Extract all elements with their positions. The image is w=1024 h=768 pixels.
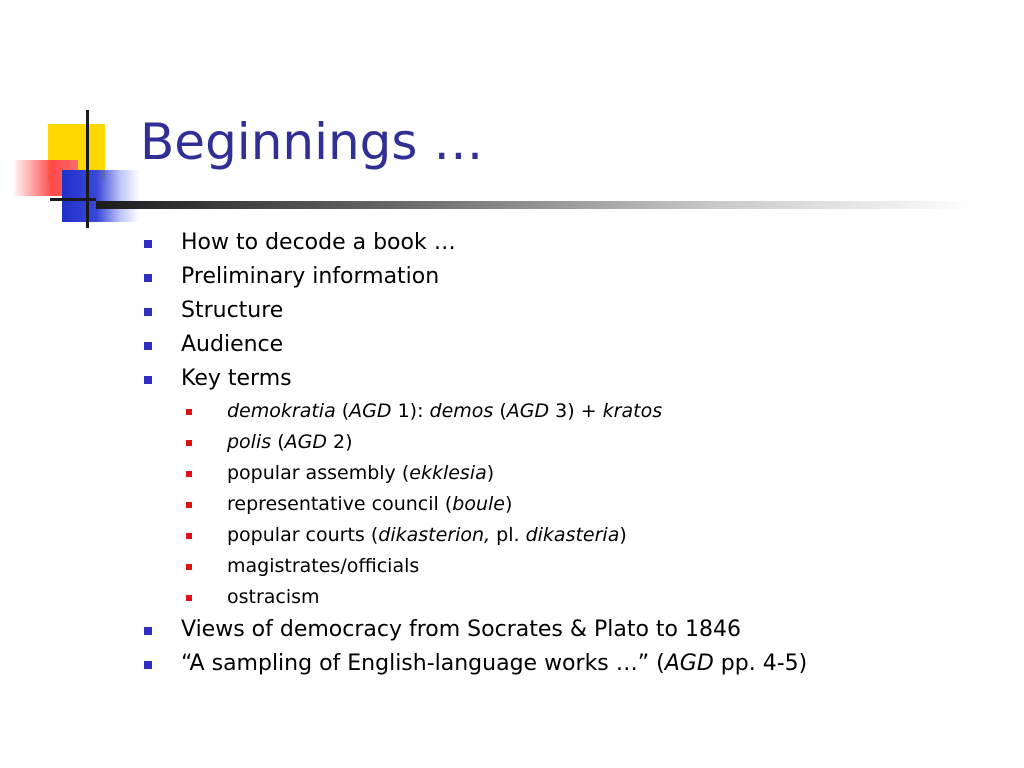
agd-ref: AGD	[506, 400, 550, 422]
square-bullet-icon	[186, 533, 192, 539]
ref-number: 2)	[326, 431, 353, 453]
sub-bullet-courts	[186, 520, 1000, 551]
logo-blue-square	[62, 170, 140, 222]
term-demokratia: demokratia	[227, 400, 336, 422]
square-bullet-icon	[144, 661, 152, 669]
square-bullet-icon	[186, 471, 192, 477]
term-boule: boule	[452, 493, 505, 515]
square-bullet-icon	[186, 564, 192, 570]
bullet-text: “A sampling of English-language works …” (	[181, 651, 665, 676]
bullet-text: Key terms	[181, 366, 292, 391]
slide-body	[140, 226, 1000, 681]
bullet-text: Preliminary information	[181, 264, 440, 289]
bullet-item	[140, 260, 1000, 294]
paren-close: )	[619, 524, 627, 546]
term-kratos: kratos	[602, 400, 663, 422]
sub-bullet-text: popular assembly (	[227, 462, 410, 484]
paren-text: (	[493, 400, 507, 422]
slide-title: Beginnings …	[140, 113, 484, 171]
term-polis: polis	[227, 431, 272, 453]
square-bullet-icon	[144, 627, 152, 635]
paren-close: )	[486, 462, 495, 484]
square-bullet-icon	[144, 376, 152, 384]
square-bullet-icon	[186, 409, 192, 415]
bullet-text: Audience	[181, 332, 284, 357]
bullet-item	[140, 647, 1000, 681]
term-dikasterion: dikasterion,	[378, 524, 491, 546]
paren-text: (	[271, 431, 285, 453]
sub-bullet-text: ostracism	[227, 586, 320, 608]
square-bullet-icon	[144, 342, 152, 350]
title-underline-rule	[96, 201, 976, 209]
term-ekklesia: ekklesia	[409, 462, 487, 484]
square-bullet-icon	[144, 240, 152, 248]
square-bullet-icon	[144, 308, 152, 316]
square-bullet-icon	[186, 440, 192, 446]
key-terms-sublist	[186, 396, 1000, 613]
sub-bullet-demokratia	[186, 396, 1000, 427]
bullet-text: Views of democracy from Socrates & Plato to 1846	[181, 617, 741, 642]
sub-bullet-assembly	[186, 458, 1000, 489]
logo-vertical-line	[86, 110, 89, 228]
page-range: pp. 4-5)	[713, 651, 808, 676]
plural-text: pl.	[490, 524, 526, 546]
agd-ref: AGD	[349, 400, 392, 422]
paren-close: )	[504, 493, 513, 515]
bullet-text: How to decode a book …	[181, 230, 456, 255]
agd-ref: AGD	[664, 651, 714, 676]
paren-text: (	[335, 400, 350, 422]
square-bullet-icon	[144, 274, 152, 282]
bullet-item	[140, 328, 1000, 362]
bullet-item	[140, 613, 1000, 647]
ref-number: 1):	[391, 400, 430, 422]
bullet-item	[140, 226, 1000, 260]
square-bullet-icon	[186, 502, 192, 508]
sub-bullet-polis	[186, 427, 1000, 458]
sub-bullet-text: popular courts (	[227, 524, 379, 546]
bullet-item-key-terms	[140, 362, 1000, 613]
bullet-list	[140, 226, 1000, 681]
square-bullet-icon	[186, 595, 192, 601]
ref-number: 3) +	[549, 400, 603, 422]
sub-bullet-text: magistrates/officials	[227, 555, 420, 577]
sub-bullet-text: representative council (	[227, 493, 453, 515]
agd-ref: AGD	[284, 431, 327, 453]
key-terms-sublist-wrap	[186, 396, 1000, 613]
bullet-item	[140, 294, 1000, 328]
sub-bullet-ostracism	[186, 582, 1000, 613]
sub-bullet-magistrates	[186, 551, 1000, 582]
bullet-text: Structure	[181, 298, 284, 323]
logo-horizontal-line	[50, 198, 96, 201]
sub-bullet-council	[186, 489, 1000, 520]
term-demos: demos	[429, 400, 494, 422]
term-dikasteria: dikasteria	[525, 524, 620, 546]
